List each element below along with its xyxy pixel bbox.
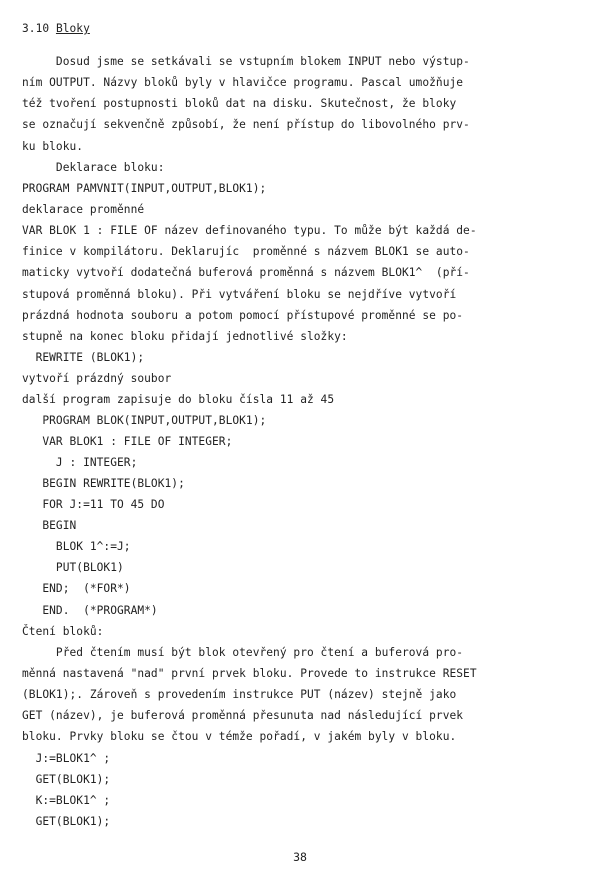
- section-title: Bloky: [55, 22, 90, 35]
- text-line: stupně na konec bloku přidají jednotlivé složky:: [22, 330, 348, 343]
- text-line: BEGIN REWRITE(BLOK1);: [22, 477, 185, 490]
- text-line: Deklarace bloku:: [22, 161, 165, 174]
- text-line: REWRITE (BLOK1);: [22, 351, 145, 364]
- text-line: PROGRAM BLOK(INPUT,OUTPUT,BLOK1);: [22, 414, 267, 427]
- text-line: END. (*PROGRAM*): [22, 604, 158, 617]
- text-line: vytvoří prázdný soubor: [22, 372, 172, 385]
- text-line: GET (název), je buferová proměnná přesunuta nad následující prvek: [22, 709, 464, 722]
- text-line: též tvoření postupnosti bloků dat na disku. Skutečnost, že bloky: [22, 97, 457, 110]
- text-line: ním OUTPUT. Názvy bloků byly v hlavičce programu. Pascal umožňuje: [22, 76, 464, 89]
- text-line: další program zapisuje do bloku čísla 11 až 45: [22, 393, 335, 406]
- text-line: měnná nastavená "nad" první prvek bloku. Provede to instrukce RESET: [22, 667, 477, 680]
- text-line: BEGIN: [22, 519, 77, 532]
- text-line: Čtení bloků:: [22, 625, 104, 638]
- text-line: maticky vytvoří dodatečná buferová proměnná s názvem BLOK1^ (pří-: [22, 266, 470, 279]
- text-line: END; (*FOR*): [22, 582, 131, 595]
- text-line: VAR BLOK1 : FILE OF INTEGER;: [22, 435, 233, 448]
- section-number: 3.10: [22, 22, 50, 35]
- text-line: GET(BLOK1);: [22, 815, 111, 828]
- text-line: finice v kompilátoru. Deklarujíc proměnné s názvem BLOK1 se auto-: [22, 245, 470, 258]
- page-number: 38: [293, 850, 307, 864]
- text-line: GET(BLOK1);: [22, 773, 111, 786]
- text-line: BLOK 1^:=J;: [22, 540, 131, 553]
- text-line: J : INTEGER;: [22, 456, 138, 469]
- text-line: Před čtením musí být blok otevřený pro čtení a buferová pro-: [22, 646, 464, 659]
- text-line: Dosud jsme se setkávali se vstupním blokem INPUT nebo výstup-: [22, 55, 470, 68]
- text-line: PUT(BLOK1): [22, 561, 124, 574]
- text-line: bloku. Prvky bloku se čtou v témže pořadí, v jakém byly v bloku.: [22, 730, 457, 743]
- text-line: deklarace proměnné: [22, 203, 145, 216]
- text-line: ku bloku.: [22, 140, 84, 153]
- text-line: FOR J:=11 TO 45 DO: [22, 498, 165, 511]
- text-line: J:=BLOK1^ ;: [22, 752, 111, 765]
- text-line: PROGRAM PAMVNIT(INPUT,OUTPUT,BLOK1);: [22, 182, 267, 195]
- text-line: (BLOK1);. Zároveň s provedením instrukce PUT (název) stejně jako: [22, 688, 457, 701]
- text-line: se označují sekvenčně způsobí, že není přístup do libovolného prv-: [22, 118, 470, 131]
- text-line: prázdná hodnota souboru a potom pomocí přístupové proměnné se po-: [22, 309, 464, 322]
- text-line: stupová proměnná bloku). Při vytváření bloku se nejdříve vytvoří: [22, 288, 457, 301]
- section-heading: [22, 22, 90, 36]
- text-line: VAR BLOK 1 : FILE OF název definovaného typu. To může být každá de-: [22, 224, 477, 237]
- text-line: K:=BLOK1^ ;: [22, 794, 111, 807]
